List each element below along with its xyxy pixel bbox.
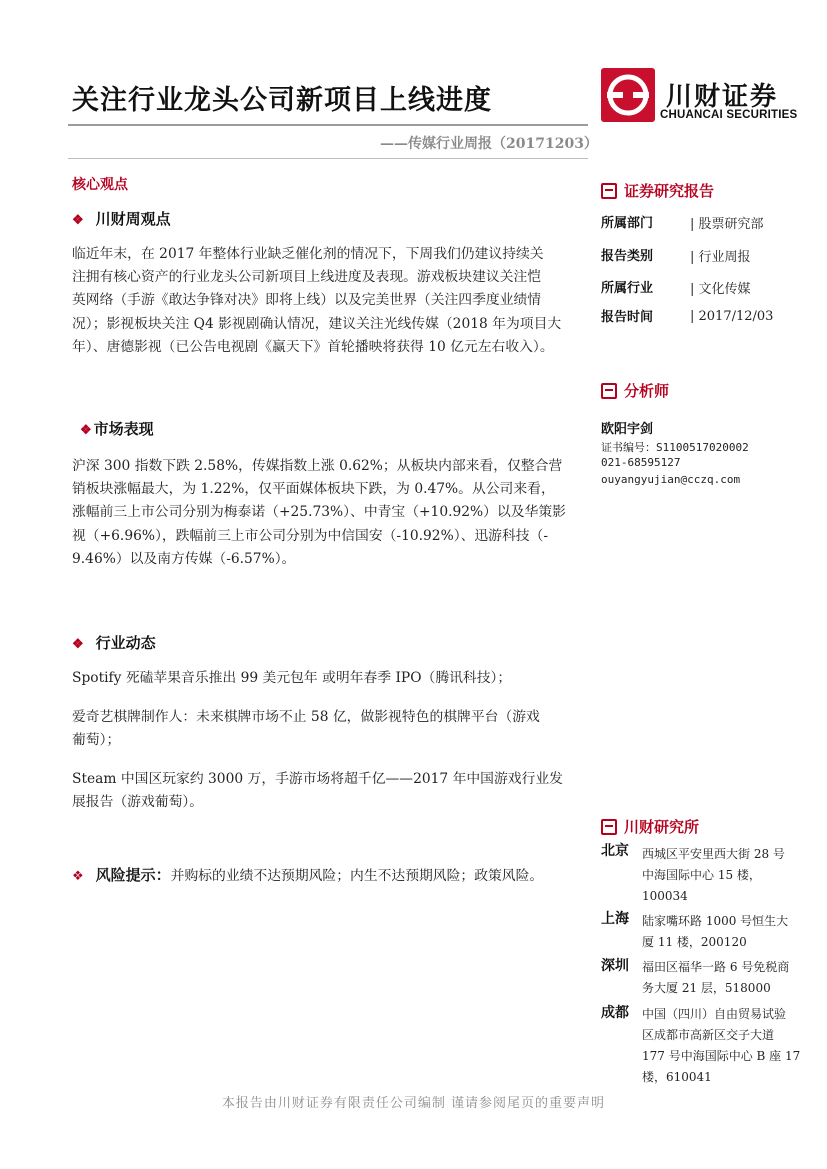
report-title: 关注行业龙头公司新项目上线进度 xyxy=(72,85,492,116)
info-value-report-date: | 2017/12/03 xyxy=(690,309,774,324)
office-address-chengdu xyxy=(642,1004,822,1088)
risk-label: 风险提示： xyxy=(95,866,171,884)
paragraph-line: 9.46%）以及南方传媒（-6.57%）。 xyxy=(72,550,296,567)
news-line: Steam 中国区玩家约 3000 万，手游市场将超千亿——2017 年中国游戏行业发 xyxy=(72,771,563,787)
diamond-bullet-icon: ❖ xyxy=(72,869,84,884)
sidebar-institute-heading xyxy=(601,816,699,837)
news-line: 展报告（游戏葡萄）。 xyxy=(72,794,204,811)
risk-text: 并购标的业绩不达预期风险；内生不达预期风险；政策风险。 xyxy=(170,868,544,884)
institute-icon xyxy=(601,819,617,835)
address-line: 陆家嘴环路 1000 号恒生大 xyxy=(642,914,789,928)
news-item xyxy=(72,768,592,814)
section-heading-text: 川财周观点 xyxy=(95,210,171,228)
office-city-shenzhen: 深圳 xyxy=(601,958,629,974)
paragraph-line: 销板块涨幅最大，为 1.22%，仅平面媒体板块下跌，为 0.47%。从公司来看， xyxy=(72,481,555,498)
address-line: 177 号中海国际中心 B 座 17 xyxy=(642,1049,801,1063)
info-key-report-date: 报告时间 xyxy=(601,310,654,325)
sidebar-heading-text: 川财研究所 xyxy=(624,818,700,836)
address-line: 福田区福华一路 6 号免税商 xyxy=(642,960,790,974)
logo-mark-icon xyxy=(601,68,655,122)
address-line: 区成都市高新区交子大道 xyxy=(642,1028,775,1042)
office-address-shenzhen xyxy=(642,957,822,999)
info-key-department: 所属部门 xyxy=(601,216,654,231)
risk-warning xyxy=(72,864,543,885)
news-line: 葡萄）； xyxy=(72,732,121,749)
paragraph-line: 注拥有核心资产的行业龙头公司新项目上线进度及表现。游戏板块建议关注恺 xyxy=(72,269,542,286)
analyst-phone: 021-68595127 xyxy=(601,456,681,469)
section-heading-text: 行业动态 xyxy=(95,634,156,652)
info-value-department: | 股票研究部 xyxy=(690,217,764,232)
sidebar-report-heading xyxy=(601,180,714,201)
core-viewpoint-label: 核心观点 xyxy=(72,177,128,193)
analyst-name: 欧阳宇剑 xyxy=(601,422,654,437)
section-heading-market xyxy=(80,418,154,439)
sidebar-analyst-heading xyxy=(601,380,669,401)
diamond-bullet-icon: ❖ xyxy=(80,423,92,438)
address-line: 厦 11 楼，200120 xyxy=(642,935,747,949)
paragraph-line: 英网络（手游《敢达争锋对决》即将上线）以及完美世界（关注四季度业绩情 xyxy=(72,292,542,309)
info-key-report-type: 报告类别 xyxy=(601,249,654,264)
paragraph-line: 视（+6.96%），跌幅前三上市公司分别为中信国安（-10.92%）、迅游科技（- xyxy=(72,527,549,544)
weekly-view-paragraph xyxy=(72,243,592,359)
report-subtitle: ——传媒行业周报（20171203） xyxy=(380,136,598,152)
address-line: 100034 xyxy=(642,889,688,903)
address-line: 中国（四川）自由贸易试验 xyxy=(642,1007,787,1021)
analyst-icon xyxy=(601,383,617,399)
news-item xyxy=(72,667,592,690)
news-item xyxy=(72,706,592,752)
address-line: 楼，610041 xyxy=(642,1070,712,1084)
news-line: Spotify 死磕苹果音乐推出 99 美元包年 或明年春季 IPO（腾讯科技）； xyxy=(72,670,512,686)
analyst-cert: 证书编号：S1100517020002 xyxy=(601,441,749,454)
info-value-industry: | 文化传媒 xyxy=(690,282,751,297)
sidebar-heading-text: 证券研究报告 xyxy=(624,182,715,200)
analyst-email[interactable]: ouyangyujian@cczq.com xyxy=(601,473,741,486)
paragraph-line: 年）、唐德影视（已公告电视剧《赢天下》首轮播映将获得 10 亿元左右收入）。 xyxy=(72,338,554,355)
title-divider xyxy=(68,124,588,126)
paragraph-line: 况）；影视板块关注 Q4 影视剧确认情况，建议关注光线传媒（2018 年为项目大 xyxy=(72,315,562,332)
company-name-cn: 川财证券 xyxy=(666,82,779,112)
address-line: 西城区平安里西大街 28 号 xyxy=(642,847,785,861)
paragraph-line: 涨幅前三上市公司分别为梅泰诺（+25.73%）、中青宝（+10.92%）以及华策影 xyxy=(72,504,566,521)
report-icon xyxy=(601,183,617,199)
footer-disclaimer: 本报告由川财证券有限责任公司编制 谨请参阅尾页的重要声明 xyxy=(221,1096,606,1111)
diamond-bullet-icon: ❖ xyxy=(72,637,84,652)
office-city-beijing: 北京 xyxy=(601,843,629,859)
address-line: 务大厦 21 层，518000 xyxy=(642,981,771,995)
paragraph-line: 临近年末，在 2017 年整体行业缺乏催化剂的情况下，下周我们仍建议持续关 xyxy=(72,246,544,262)
office-address-beijing xyxy=(642,844,822,907)
office-address-shanghai xyxy=(642,911,822,953)
office-city-chengdu: 成都 xyxy=(601,1005,629,1021)
market-paragraph xyxy=(72,455,592,571)
section-heading-weekly-view xyxy=(72,208,171,229)
sidebar-heading-text: 分析师 xyxy=(624,382,670,400)
info-key-industry: 所属行业 xyxy=(601,281,654,296)
paragraph-line: 沪深 300 指数下跌 2.58%，传媒指数上涨 0.62%；从板块内部来看，仅整合营 xyxy=(72,458,563,474)
company-name-en: CHUANCAI SECURITIES xyxy=(660,109,798,121)
info-value-report-type: | 行业周报 xyxy=(690,250,751,265)
section-heading-industry-news xyxy=(72,632,156,653)
company-logo-icon xyxy=(601,68,655,122)
news-line: 爱奇艺棋牌制作人：未来棋牌市场不止 58 亿，做影视特色的棋牌平台（游戏 xyxy=(72,709,540,725)
diamond-bullet-icon: ❖ xyxy=(72,213,84,228)
subtitle-divider xyxy=(68,158,588,159)
office-city-shanghai: 上海 xyxy=(601,911,629,927)
address-line: 中海国际中心 15 楼， xyxy=(642,868,761,882)
section-heading-text: 市场表现 xyxy=(93,420,154,438)
